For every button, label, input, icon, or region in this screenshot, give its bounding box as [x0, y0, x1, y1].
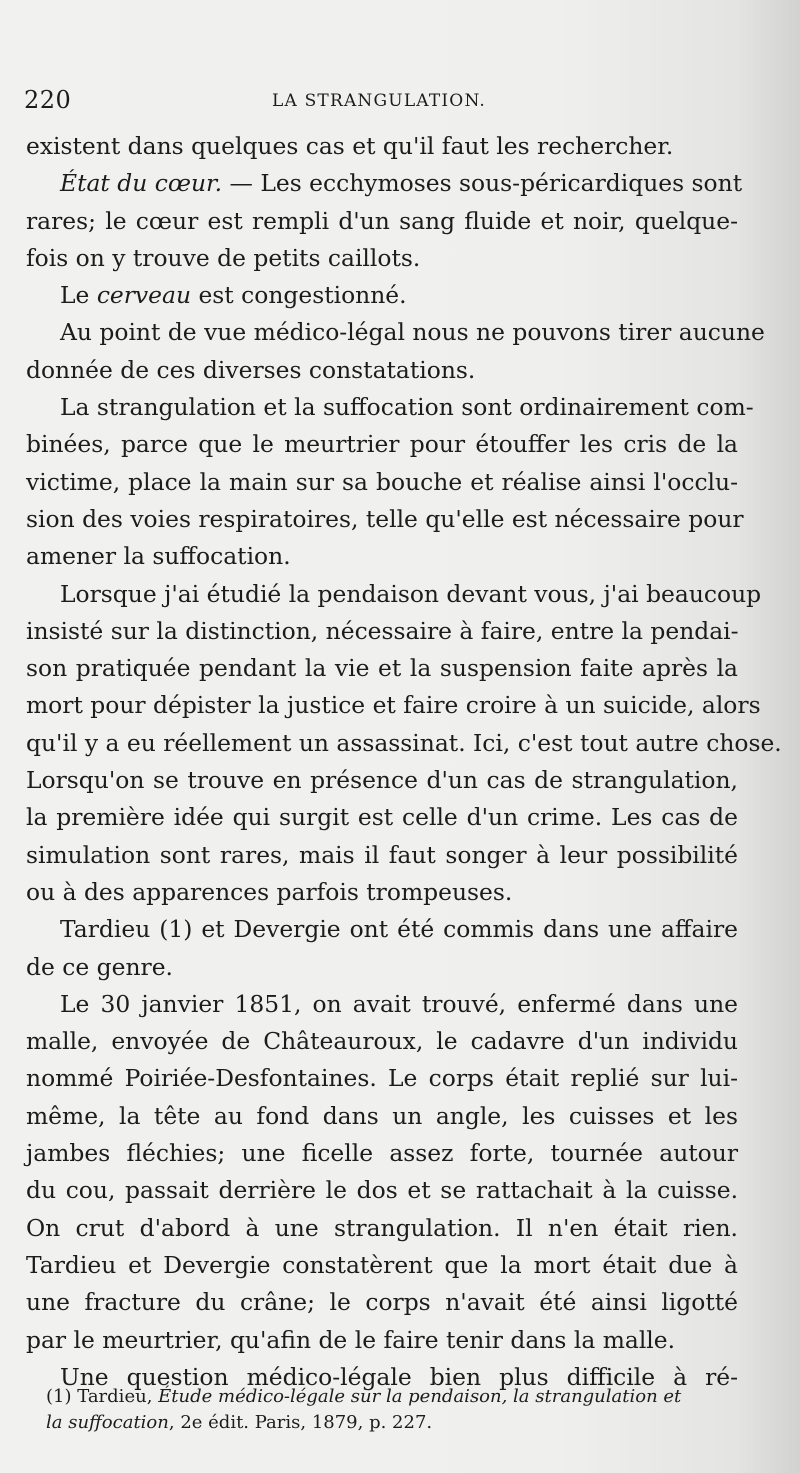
text-segment: la première idée qui surgit est celle d'un crime. Les cas de — [26, 803, 738, 832]
text-segment: existent dans quelques cas et qu'il faut les rechercher. — [26, 132, 674, 160]
text-line — [26, 203, 738, 240]
italic-text: cerveau — [96, 281, 192, 310]
text-segment: Une question médico-légale bien plus difficile à ré- — [60, 1362, 738, 1391]
text-segment: Le 30 janvier 1851, on avait trouvé, enfermé dans une — [60, 989, 738, 1018]
text-line — [26, 687, 761, 724]
page-number: 220 — [24, 86, 72, 114]
text-segment: amener la suffocation. — [26, 542, 291, 571]
text-segment: une fracture du crâne; le corps n'avait été ainsi ligotté — [26, 1288, 738, 1317]
text-line — [26, 352, 738, 389]
text-segment: Lorsque j'ai étudié la pendaison devant vous, j'ai beaucoup — [60, 579, 762, 608]
text-line — [26, 650, 738, 687]
footnote-line — [46, 1384, 746, 1410]
text-line — [26, 501, 744, 538]
text-segment: , 2e édit. Paris, 1879, p. 227. — [168, 1412, 433, 1433]
text-segment: Tardieu et Devergie constatèrent que la mort était due à — [26, 1250, 738, 1279]
text-line — [26, 949, 738, 986]
text-line — [26, 426, 738, 463]
text-segment: fois on y trouve de petits caillots. — [26, 243, 421, 272]
text-segment: Lorsqu'on se trouve en présence d'un cas de strangulation, — [26, 766, 738, 795]
text-segment: par le meurtrier, qu'afin de le faire tenir dans la malle. — [26, 1325, 676, 1354]
text-line — [26, 240, 738, 277]
running-head: LA STRANGULATION. — [272, 91, 487, 111]
text-line — [26, 538, 738, 575]
italic-text: Étude médico-légale sur la pendaison, la strangulation et — [158, 1386, 682, 1407]
text-line — [26, 314, 765, 351]
text-line — [26, 576, 762, 613]
text-line — [26, 165, 743, 202]
text-line — [26, 874, 738, 911]
text-line — [26, 277, 738, 314]
text-line — [26, 1284, 738, 1321]
text-segment: insisté sur la distinction, nécessaire à faire, entre la pendai- — [26, 616, 739, 645]
body-text — [26, 128, 782, 1396]
text-line — [26, 911, 738, 948]
text-segment: donnée de ces diverses constatations. — [26, 355, 476, 384]
text-segment: ou à des apparences parfois trompeuses. — [26, 877, 513, 906]
text-line — [26, 1098, 738, 1135]
text-segment: (1) Tardieu, — [46, 1386, 159, 1407]
text-line — [26, 1210, 738, 1247]
text-line — [26, 1060, 738, 1097]
text-segment: malle, envoyée de Châteauroux, le cadavre d'un individu — [26, 1027, 738, 1056]
text-segment: qu'il y a eu réellement un assassinat. Ici, c'est tout autre chose. — [26, 728, 782, 757]
text-line — [26, 1135, 738, 1172]
footnote — [46, 1384, 746, 1436]
text-segment: Le — [60, 281, 97, 310]
page-header — [24, 86, 724, 120]
text-segment: Au point de vue médico-légal nous ne pouvons tirer aucune — [60, 318, 765, 347]
text-segment: sion des voies respiratoires, telle qu'elle est nécessaire pour — [26, 504, 744, 533]
text-line — [26, 613, 738, 650]
text-line — [26, 725, 782, 762]
text-segment: simulation sont rares, mais il faut songer à leur possibilité — [26, 840, 738, 869]
text-segment: est congestionné. — [191, 281, 407, 310]
text-segment: On crut d'abord à une strangulation. Il n'en était rien. — [26, 1213, 738, 1242]
text-line — [26, 464, 738, 501]
text-segment: La strangulation et la suffocation sont ordinairement com- — [60, 393, 754, 422]
text-line — [26, 1322, 738, 1359]
text-line — [26, 1023, 738, 1060]
text-line — [26, 389, 754, 426]
text-segment: rares; le cœur est rempli d'un sang fluide et noir, quelque- — [26, 206, 738, 235]
text-line — [26, 128, 738, 165]
text-segment: victime, place la main sur sa bouche et réalise ainsi l'occlu- — [26, 467, 738, 496]
text-segment: — Les ecchymoses sous-péricardiques sont — [222, 169, 743, 198]
text-segment: de ce genre. — [26, 952, 173, 981]
italic-text: État du cœur. — [60, 169, 223, 198]
text-line — [26, 762, 738, 799]
text-segment: son pratiquée pendant la vie et la suspension faite après la — [26, 654, 738, 683]
text-line — [26, 799, 738, 836]
text-segment: même, la tête au fond dans un angle, les cuisses et les — [26, 1101, 738, 1130]
text-segment: du cou, passait derrière le dos et se rattachait à la cuisse. — [26, 1176, 738, 1205]
text-segment: Tardieu (1) et Devergie ont été commis dans une affaire — [60, 915, 738, 944]
text-segment: binées, parce que le meurtrier pour étouffer les cris de la — [26, 430, 738, 459]
text-line — [26, 986, 738, 1023]
text-line — [26, 837, 738, 874]
text-segment: nommé Poiriée-Desfontaines. Le corps était replié sur lui- — [26, 1064, 738, 1093]
italic-text: la suffocation — [46, 1412, 169, 1433]
text-line — [26, 1172, 738, 1209]
text-segment: mort pour dépister la justice et faire croire à un suicide, alors — [26, 691, 761, 720]
footnote-line — [46, 1410, 746, 1436]
text-line — [26, 1247, 738, 1284]
text-segment: jambes fléchies; une ficelle assez forte, tournée autour — [26, 1139, 738, 1168]
